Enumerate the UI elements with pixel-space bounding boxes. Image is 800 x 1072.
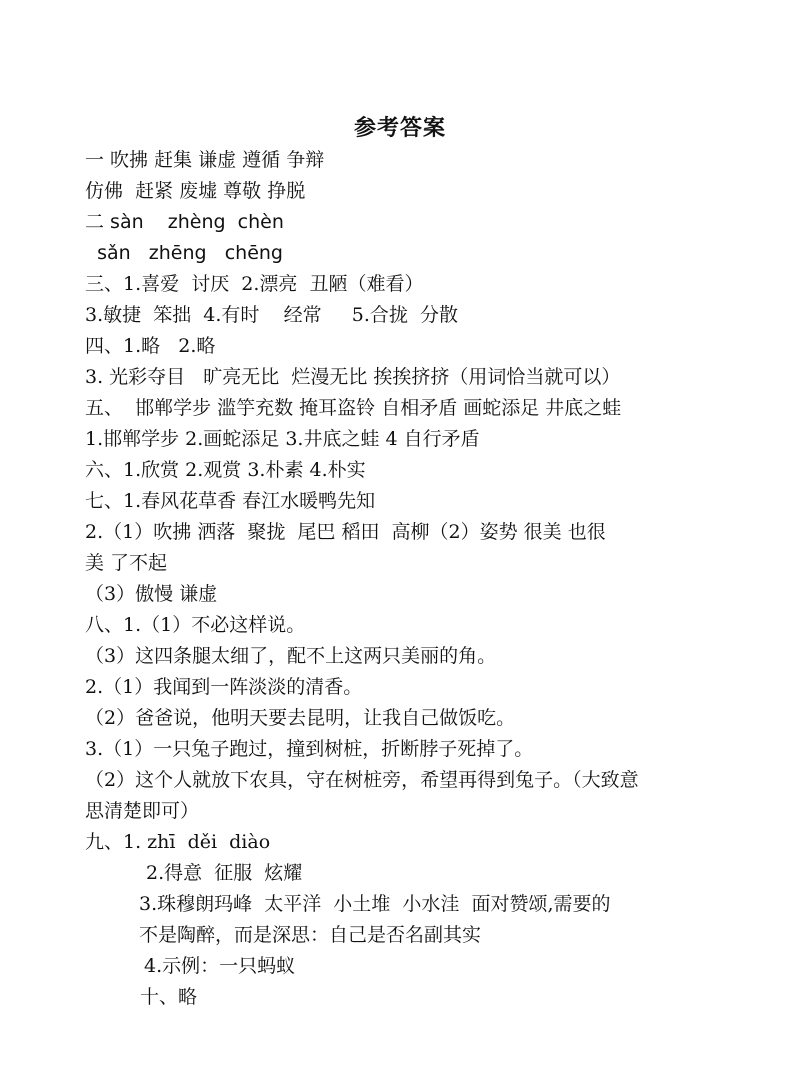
answer-line: 四、1.略 2.略 xyxy=(85,335,216,357)
answer-line: 2.（1）我闻到一阵淡淡的清香。 xyxy=(85,676,363,698)
answer-line: 3.珠穆朗玛峰 太平洋 小土堆 小水洼 面对赞颂,需要的 xyxy=(139,893,611,915)
answer-line: 美 了不起 xyxy=(85,552,168,574)
answer-line: 二 sàn zhèng chèn xyxy=(85,211,284,233)
answer-line: 1.邯郸学步 2.画蛇添足 3.井底之蛙 4 自行矛盾 xyxy=(85,428,480,450)
answer-line: 十、略 xyxy=(140,986,198,1008)
answer-line: 五、 邯郸学步 滥竽充数 掩耳盗铃 自相矛盾 画蛇添足 井底之蛙 xyxy=(85,397,622,419)
answer-line: （3）傲慢 谦虚 xyxy=(85,583,218,605)
answer-line: 九、1. zhī děi diào xyxy=(85,831,271,853)
answer-line: （2）这个人就放下农具，守在树桩旁，希望再得到兔子。（大致意 xyxy=(85,769,639,791)
answer-line: 三、1.喜爱 讨厌 2.漂亮 丑陋（难看） xyxy=(85,273,424,295)
answer-line: （2）爸爸说，他明天要去昆明，让我自己做饭吃。 xyxy=(85,707,516,729)
answer-line: 2.得意 征服 炫耀 xyxy=(146,862,303,884)
answer-line: 七、1.春风花草香 春江水暖鸭先知 xyxy=(85,490,376,512)
answer-line: 六、1.欣赏 2.观赏 3.朴素 4.朴实 xyxy=(85,459,366,481)
answer-line: （3）这四条腿太细了，配不上这两只美丽的角。 xyxy=(85,645,497,667)
answer-line: 不是陶醉，而是深思：自己是否名副其实 xyxy=(139,924,482,946)
answer-line: sǎn zhēng chēng xyxy=(85,242,283,264)
page-title: 参考答案 xyxy=(353,115,446,141)
answer-line: 一 吹拂 赶集 谦虚 遵循 争辩 xyxy=(85,149,325,171)
answer-line: 八、1.（1）不必这样说。 xyxy=(85,614,306,636)
answer-line: 3.敏捷 笨拙 4.有时 经常 5.合拢 分散 xyxy=(85,304,458,326)
answer-line: 3.（1）一只兔子跑过，撞到树桩，折断脖子死掉了。 xyxy=(85,738,534,760)
answer-line: 3. 光彩夺目 旷亮无比 烂漫无比 挨挨挤挤（用词恰当就可以） xyxy=(85,366,621,388)
answer-line: 2.（1）吹拂 洒落 聚拢 尾巴 稻田 高柳（2）姿势 很美 也很 xyxy=(85,521,606,543)
answer-line: 思清楚即可） xyxy=(85,800,200,822)
answer-line: 4.示例：一只蚂蚁 xyxy=(144,955,296,977)
answer-line: 仿佛 赶紧 废墟 尊敬 挣脱 xyxy=(85,180,306,202)
